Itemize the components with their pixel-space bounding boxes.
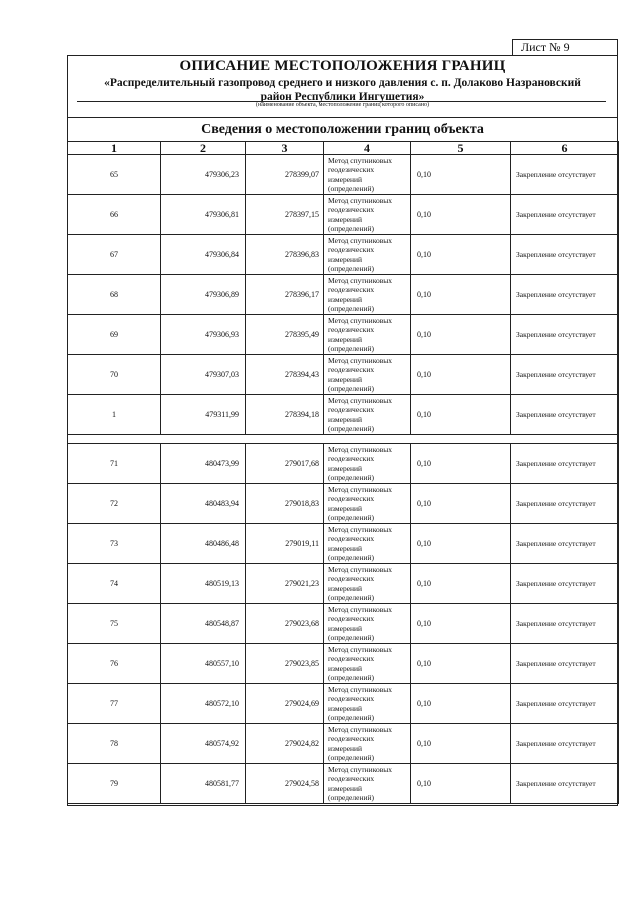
accuracy-value: 0,10 bbox=[411, 155, 511, 195]
point-number: 72 bbox=[68, 484, 161, 524]
method-line: измерений bbox=[328, 503, 363, 513]
method-line: геодезических bbox=[328, 494, 375, 503]
method-line: Метод спутниковых bbox=[328, 604, 393, 614]
method-line: измерений bbox=[328, 254, 363, 264]
point-number: 68 bbox=[68, 275, 161, 315]
block-separator-row bbox=[68, 435, 619, 444]
method-line: Метод спутниковых bbox=[328, 564, 393, 574]
method-line: измерений bbox=[328, 663, 363, 673]
method-line: Метод спутниковых bbox=[328, 315, 393, 325]
method-cell bbox=[324, 235, 411, 275]
method-line: геодезических bbox=[328, 734, 375, 743]
coordinate-y: 279023,85 bbox=[246, 644, 324, 684]
coordinate-y: 279017,68 bbox=[246, 444, 324, 484]
accuracy-value: 0,10 bbox=[411, 644, 511, 684]
method-cell bbox=[324, 764, 411, 804]
column-header: 5 bbox=[411, 142, 511, 155]
fixing-description: Закрепление отсутствует bbox=[511, 355, 619, 395]
method-line: (определений) bbox=[328, 264, 374, 273]
method-line: геодезических bbox=[328, 405, 375, 414]
method-line: (определений) bbox=[328, 713, 374, 722]
method-line: измерений bbox=[328, 463, 363, 473]
coordinate-x: 480473,99 bbox=[161, 444, 246, 484]
method-line: измерений bbox=[328, 623, 363, 633]
method-line: измерений bbox=[328, 414, 363, 424]
method-line: Метод спутниковых bbox=[328, 235, 393, 245]
method-cell bbox=[324, 355, 411, 395]
coordinate-x: 479311,99 bbox=[161, 395, 246, 435]
accuracy-value: 0,10 bbox=[411, 315, 511, 355]
method-line: Метод спутниковых bbox=[328, 195, 393, 205]
coordinate-x: 480483,94 bbox=[161, 484, 246, 524]
coordinate-y: 279024,58 bbox=[246, 764, 324, 804]
coordinate-y: 279023,68 bbox=[246, 604, 324, 644]
coordinate-x: 479306,89 bbox=[161, 275, 246, 315]
table-row bbox=[68, 764, 619, 804]
table-row bbox=[68, 524, 619, 564]
point-number: 66 bbox=[68, 195, 161, 235]
method-line: геодезических bbox=[328, 245, 375, 254]
accuracy-value: 0,10 bbox=[411, 604, 511, 644]
method-line: Метод спутниковых bbox=[328, 155, 393, 165]
method-cell bbox=[324, 315, 411, 355]
coordinate-y: 279019,11 bbox=[246, 524, 324, 564]
object-name-line-2: район Республики Ингушетия» bbox=[260, 91, 425, 103]
method-cell bbox=[324, 155, 411, 195]
method-line: (определений) bbox=[328, 344, 374, 353]
document-title: ОПИСАНИЕ МЕСТОПОЛОЖЕНИЯ ГРАНИЦ bbox=[179, 58, 506, 74]
table-row bbox=[68, 315, 619, 355]
table-header-row bbox=[68, 142, 619, 155]
method-line: измерений bbox=[328, 214, 363, 224]
point-number: 1 bbox=[68, 395, 161, 435]
fixing-description: Закрепление отсутствует bbox=[511, 315, 619, 355]
point-number: 73 bbox=[68, 524, 161, 564]
column-header: 3 bbox=[246, 142, 324, 155]
method-cell bbox=[324, 564, 411, 604]
method-line: Метод спутниковых bbox=[328, 764, 393, 774]
method-line: геодезических bbox=[328, 165, 375, 174]
method-line: измерений bbox=[328, 703, 363, 713]
table-row bbox=[68, 195, 619, 235]
method-cell bbox=[324, 724, 411, 764]
point-number: 67 bbox=[68, 235, 161, 275]
block-separator bbox=[68, 435, 619, 444]
fixing-description: Закрепление отсутствует bbox=[511, 395, 619, 435]
fixing-description: Закрепление отсутствует bbox=[511, 684, 619, 724]
table-body bbox=[68, 155, 619, 804]
method-line: измерений bbox=[328, 543, 363, 553]
point-number: 74 bbox=[68, 564, 161, 604]
table-row bbox=[68, 235, 619, 275]
accuracy-value: 0,10 bbox=[411, 395, 511, 435]
accuracy-value: 0,10 bbox=[411, 484, 511, 524]
object-caption: (наименование объекта, местоположение границ которого описано) bbox=[256, 102, 429, 108]
coordinate-y: 278396,83 bbox=[246, 235, 324, 275]
method-line: Метод спутниковых bbox=[328, 275, 393, 285]
fixing-description: Закрепление отсутствует bbox=[511, 524, 619, 564]
method-line: (определений) bbox=[328, 673, 374, 682]
object-name-line-1: «Распределительный газопровод среднего и низкого давления с. п. Долаково Назрановский bbox=[104, 77, 581, 89]
table-row bbox=[68, 355, 619, 395]
point-number: 78 bbox=[68, 724, 161, 764]
method-line: (определений) bbox=[328, 553, 374, 562]
method-line: (определений) bbox=[328, 473, 374, 482]
method-line: геодезических bbox=[328, 654, 375, 663]
coordinate-x: 480486,48 bbox=[161, 524, 246, 564]
sheet-number: Лист № 9 bbox=[512, 39, 618, 56]
table-row bbox=[68, 564, 619, 604]
method-line: геодезических bbox=[328, 285, 375, 294]
method-line: измерений bbox=[328, 174, 363, 184]
coordinates-table bbox=[67, 141, 619, 804]
method-line: (определений) bbox=[328, 304, 374, 313]
method-line: (определений) bbox=[328, 184, 374, 193]
table-row bbox=[68, 484, 619, 524]
point-number: 71 bbox=[68, 444, 161, 484]
table-row bbox=[68, 604, 619, 644]
point-number: 77 bbox=[68, 684, 161, 724]
fixing-description: Закрепление отсутствует bbox=[511, 195, 619, 235]
coordinate-y: 278394,18 bbox=[246, 395, 324, 435]
coordinate-y: 278395,49 bbox=[246, 315, 324, 355]
method-line: геодезических bbox=[328, 694, 375, 703]
coordinate-x: 480519,13 bbox=[161, 564, 246, 604]
coordinate-x: 479306,81 bbox=[161, 195, 246, 235]
coordinate-y: 279018,83 bbox=[246, 484, 324, 524]
method-cell bbox=[324, 444, 411, 484]
method-line: геодезических bbox=[328, 534, 375, 543]
method-line: геодезических bbox=[328, 614, 375, 623]
coordinate-x: 479307,03 bbox=[161, 355, 246, 395]
method-line: геодезических bbox=[328, 205, 375, 214]
column-header: 6 bbox=[511, 142, 619, 155]
coordinate-x: 480548,87 bbox=[161, 604, 246, 644]
method-line: (определений) bbox=[328, 424, 374, 433]
method-line: Метод спутниковых bbox=[328, 444, 393, 454]
accuracy-value: 0,10 bbox=[411, 275, 511, 315]
method-line: Метод спутниковых bbox=[328, 484, 393, 494]
method-line: (определений) bbox=[328, 384, 374, 393]
point-number: 69 bbox=[68, 315, 161, 355]
point-number: 75 bbox=[68, 604, 161, 644]
method-line: (определений) bbox=[328, 513, 374, 522]
coordinate-y: 279024,82 bbox=[246, 724, 324, 764]
accuracy-value: 0,10 bbox=[411, 764, 511, 804]
fixing-description: Закрепление отсутствует bbox=[511, 484, 619, 524]
coordinate-y: 279021,23 bbox=[246, 564, 324, 604]
method-line: (определений) bbox=[328, 633, 374, 642]
table-row bbox=[68, 444, 619, 484]
coordinate-y: 278396,17 bbox=[246, 275, 324, 315]
point-number: 76 bbox=[68, 644, 161, 684]
fixing-description: Закрепление отсутствует bbox=[511, 604, 619, 644]
accuracy-value: 0,10 bbox=[411, 684, 511, 724]
accuracy-value: 0,10 bbox=[411, 195, 511, 235]
method-line: измерений bbox=[328, 743, 363, 753]
coordinate-x: 480581,77 bbox=[161, 764, 246, 804]
fixing-description: Закрепление отсутствует bbox=[511, 724, 619, 764]
method-line: (определений) bbox=[328, 224, 374, 233]
coordinate-x: 480557,10 bbox=[161, 644, 246, 684]
accuracy-value: 0,10 bbox=[411, 524, 511, 564]
table-row bbox=[68, 155, 619, 195]
coordinate-x: 480574,92 bbox=[161, 724, 246, 764]
table-row bbox=[68, 275, 619, 315]
object-name bbox=[67, 76, 618, 104]
accuracy-value: 0,10 bbox=[411, 355, 511, 395]
point-number: 70 bbox=[68, 355, 161, 395]
method-line: геодезических bbox=[328, 325, 375, 334]
fixing-description: Закрепление отсутствует bbox=[511, 275, 619, 315]
fixing-description: Закрепление отсутствует bbox=[511, 764, 619, 804]
accuracy-value: 0,10 bbox=[411, 444, 511, 484]
accuracy-value: 0,10 bbox=[411, 724, 511, 764]
table-row bbox=[68, 724, 619, 764]
method-line: Метод спутниковых bbox=[328, 524, 393, 534]
header-divider bbox=[67, 117, 618, 118]
coordinate-y: 278397,15 bbox=[246, 195, 324, 235]
point-number: 79 bbox=[68, 764, 161, 804]
method-line: измерений bbox=[328, 583, 363, 593]
section-title: Сведения о местоположении границ объекта bbox=[201, 122, 484, 137]
method-cell bbox=[324, 604, 411, 644]
coordinate-x: 479306,84 bbox=[161, 235, 246, 275]
method-line: Метод спутниковых bbox=[328, 684, 393, 694]
method-line: Метод спутниковых bbox=[328, 644, 393, 654]
coordinate-y: 278399,07 bbox=[246, 155, 324, 195]
method-line: геодезических bbox=[328, 574, 375, 583]
coordinate-x: 479306,23 bbox=[161, 155, 246, 195]
method-line: Метод спутниковых bbox=[328, 395, 393, 405]
accuracy-value: 0,10 bbox=[411, 564, 511, 604]
method-line: геодезических bbox=[328, 454, 375, 463]
point-number: 65 bbox=[68, 155, 161, 195]
column-header: 1 bbox=[68, 142, 161, 155]
method-cell bbox=[324, 275, 411, 315]
coordinate-y: 279024,69 bbox=[246, 684, 324, 724]
table-row bbox=[68, 684, 619, 724]
fixing-description: Закрепление отсутствует bbox=[511, 564, 619, 604]
method-line: геодезических bbox=[328, 365, 375, 374]
method-cell bbox=[324, 484, 411, 524]
method-cell bbox=[324, 524, 411, 564]
method-line: измерений bbox=[328, 783, 363, 793]
table-row bbox=[68, 395, 619, 435]
method-line: Метод спутниковых bbox=[328, 355, 393, 365]
coordinate-y: 278394,43 bbox=[246, 355, 324, 395]
method-line: измерений bbox=[328, 334, 363, 344]
method-cell bbox=[324, 644, 411, 684]
document-header bbox=[67, 55, 618, 117]
coordinate-x: 480572,10 bbox=[161, 684, 246, 724]
method-line: измерений bbox=[328, 294, 363, 304]
accuracy-value: 0,10 bbox=[411, 235, 511, 275]
fixing-description: Закрепление отсутствует bbox=[511, 235, 619, 275]
method-line: геодезических bbox=[328, 774, 375, 783]
method-cell bbox=[324, 195, 411, 235]
table-row bbox=[68, 644, 619, 684]
fixing-description: Закрепление отсутствует bbox=[511, 155, 619, 195]
fixing-description: Закрепление отсутствует bbox=[511, 644, 619, 684]
method-line: Метод спутниковых bbox=[328, 724, 393, 734]
column-header: 4 bbox=[324, 142, 411, 155]
method-line: (определений) bbox=[328, 593, 374, 602]
method-cell bbox=[324, 395, 411, 435]
coordinate-x: 479306,93 bbox=[161, 315, 246, 355]
fixing-description: Закрепление отсутствует bbox=[511, 444, 619, 484]
method-cell bbox=[324, 684, 411, 724]
column-header: 2 bbox=[161, 142, 246, 155]
method-line: измерений bbox=[328, 374, 363, 384]
method-line: (определений) bbox=[328, 753, 374, 762]
method-line: (определений) bbox=[328, 793, 374, 802]
